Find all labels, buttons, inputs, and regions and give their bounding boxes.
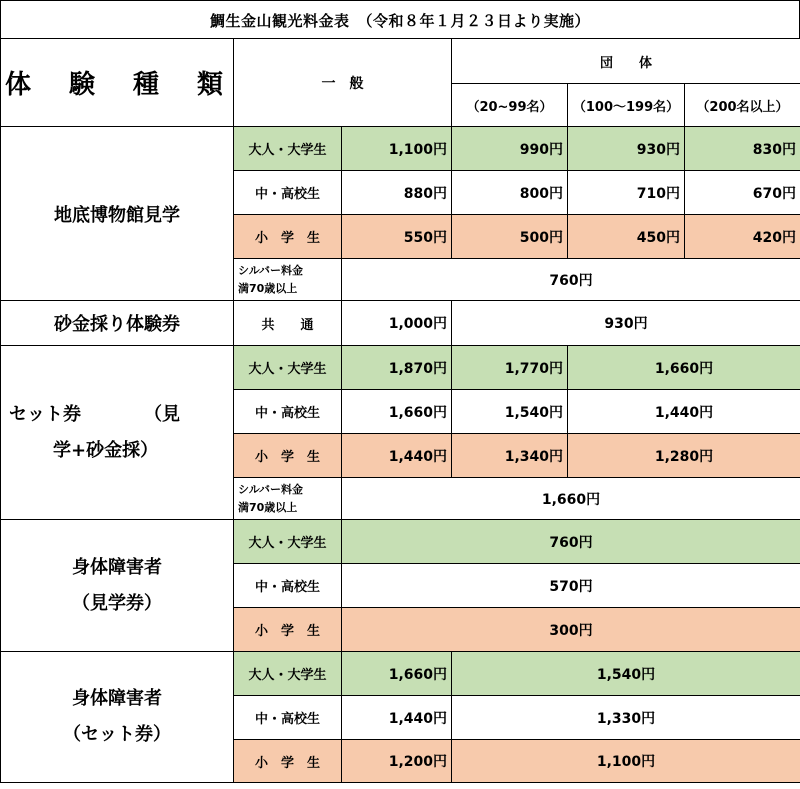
grade-label: 中・高校生 xyxy=(234,696,342,740)
price-group: 1,330円 xyxy=(452,696,800,740)
silver-rate-price: 1,660円 xyxy=(342,478,800,520)
price-general: 1,440円 xyxy=(342,696,452,740)
price-table-title: 鯛生金山観光料金表 （令和８年１月２３日より実施） xyxy=(0,0,800,39)
grade-label: 大人・大学生 xyxy=(234,652,342,696)
price-group-20-99: 1,540円 xyxy=(452,390,568,434)
disabled-set-label-line1: 身体障害者 xyxy=(72,688,162,709)
grade-label: 大人・大学生 xyxy=(234,520,342,564)
price-table xyxy=(0,38,800,783)
category-gold-panning: 砂金採り体験券 xyxy=(1,301,234,346)
grade-label: 小 学 生 xyxy=(234,215,342,259)
price-general: 1,200円 xyxy=(342,740,452,783)
price-general: 1,100円 xyxy=(342,127,452,171)
grade-label: 小 学 生 xyxy=(234,434,342,478)
disabled-set-label-line2: （セット券） xyxy=(63,724,171,745)
category-museum: 地底博物館見学 xyxy=(1,127,234,301)
price-group-100-plus: 1,660円 xyxy=(568,346,800,390)
header-group-20-99: （20~99名） xyxy=(452,84,568,127)
silver-rate-age: 満70歳以上 xyxy=(238,500,298,514)
price-group: 1,540円 xyxy=(452,652,800,696)
price-general: 550円 xyxy=(342,215,452,259)
disabled-museum-label-line1: 身体障害者 xyxy=(72,556,162,578)
price-group-20-99: 800円 xyxy=(452,171,568,215)
silver-rate-title: シルバー料金 xyxy=(238,263,303,277)
price-group-100-plus: 1,280円 xyxy=(568,434,800,478)
price-group-100-199: 930円 xyxy=(568,127,685,171)
price-general: 1,660円 xyxy=(342,390,452,434)
silver-rate-price: 760円 xyxy=(342,259,800,301)
price-group: 930円 xyxy=(452,301,800,346)
price-group-20-99: 1,340円 xyxy=(452,434,568,478)
grade-label: 大人・大学生 xyxy=(234,127,342,171)
price-general: 1,870円 xyxy=(342,346,452,390)
price-group-200-plus: 670円 xyxy=(685,171,800,215)
price-group-100-199: 710円 xyxy=(568,171,685,215)
grade-label: 小 学 生 xyxy=(234,740,342,783)
price-group-100-plus: 1,440円 xyxy=(568,390,800,434)
price-general: 1,000円 xyxy=(342,301,452,346)
price-all: 570円 xyxy=(342,564,800,608)
price-general: 1,440円 xyxy=(342,434,452,478)
price-group-20-99: 500円 xyxy=(452,215,568,259)
header-group-100-199: （100～199名） xyxy=(568,84,685,127)
silver-rate-title: シルバー料金 xyxy=(238,482,303,496)
silver-rate-age: 満70歳以上 xyxy=(238,281,298,295)
price-group-20-99: 990円 xyxy=(452,127,568,171)
header-group: 団 体 xyxy=(452,39,800,84)
category-set-ticket xyxy=(1,346,234,520)
price-group: 1,100円 xyxy=(452,740,800,783)
grade-label: 共 通 xyxy=(234,301,342,346)
header-group-200-plus: （200名以上） xyxy=(685,84,800,127)
grade-label: 中・高校生 xyxy=(234,390,342,434)
price-general: 1,660円 xyxy=(342,652,452,696)
silver-rate-label xyxy=(234,259,342,301)
price-group-200-plus: 420円 xyxy=(685,215,800,259)
grade-label: 中・高校生 xyxy=(234,564,342,608)
price-group-200-plus: 830円 xyxy=(685,127,800,171)
silver-rate-label xyxy=(234,478,342,520)
disabled-museum-label-line2: （見学券） xyxy=(72,592,162,614)
price-group-100-199: 450円 xyxy=(568,215,685,259)
category-disabled-set xyxy=(1,652,234,783)
price-group-20-99: 1,770円 xyxy=(452,346,568,390)
set-ticket-label-line1: セット券 （見 xyxy=(9,403,180,425)
set-ticket-label-line2: 学+砂金採） xyxy=(53,439,159,461)
header-experience-type: 体 験 種 類 xyxy=(1,39,234,127)
price-general: 880円 xyxy=(342,171,452,215)
header-general: 一 般 xyxy=(234,39,452,127)
grade-label: 小 学 生 xyxy=(234,608,342,652)
category-disabled-museum xyxy=(1,520,234,652)
grade-label: 中・高校生 xyxy=(234,171,342,215)
price-all: 300円 xyxy=(342,608,800,652)
price-all: 760円 xyxy=(342,520,800,564)
grade-label: 大人・大学生 xyxy=(234,346,342,390)
